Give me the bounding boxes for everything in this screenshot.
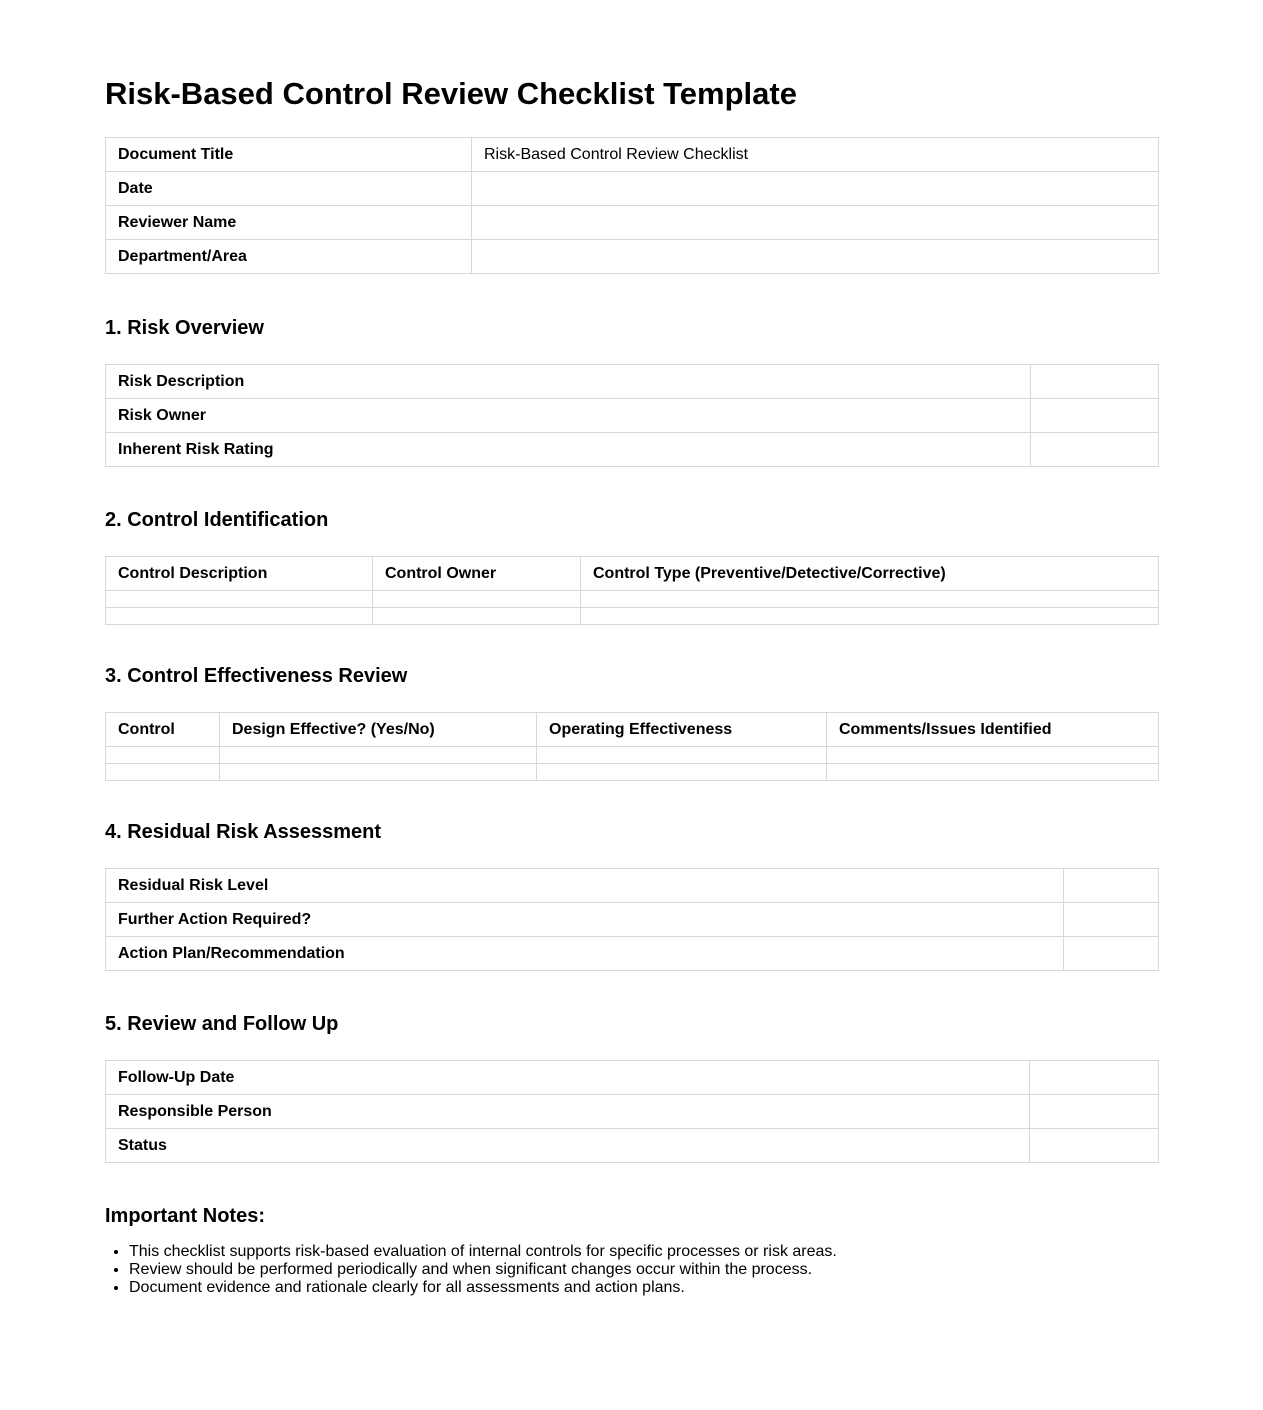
section-heading-review-follow-up: 5. Review and Follow Up [105,1013,339,1035]
table-row [106,433,1159,467]
table-header-row [106,557,1159,591]
column-header: Control [106,713,220,747]
row-label: Inherent Risk Rating [106,433,1031,467]
table-row [106,365,1159,399]
column-header: Control Type (Preventive/Detective/Corrective) [581,557,1159,591]
table-cell[interactable] [220,764,537,781]
table-cell[interactable] [106,764,220,781]
row-label: Follow-Up Date [106,1061,1030,1095]
notes-heading: Important Notes: [105,1205,265,1227]
notes-list [105,1243,1158,1297]
table-cell[interactable] [827,764,1159,781]
info-row-reviewer-name [106,206,1159,240]
table-row [106,747,1159,764]
table-row [106,1095,1159,1129]
row-label: Responsible Person [106,1095,1030,1129]
value-field[interactable] [1064,937,1159,971]
table-cell[interactable] [373,591,581,608]
value-field[interactable] [1031,365,1159,399]
table-row [106,399,1159,433]
info-value-field[interactable] [472,206,1159,240]
table-cell[interactable] [581,608,1159,625]
value-field[interactable] [1030,1061,1159,1095]
table-row [106,608,1159,625]
info-label: Department/Area [106,240,472,274]
row-label: Status [106,1129,1030,1163]
table-cell[interactable] [106,747,220,764]
table-row [106,591,1159,608]
review-follow-up-table [105,1060,1158,1163]
value-field[interactable] [1031,399,1159,433]
info-row-date [106,172,1159,206]
info-label: Reviewer Name [106,206,472,240]
risk-overview-table [105,364,1158,467]
table-row [106,1129,1159,1163]
list-item: • Document evidence and rationale clearly for all assessments and action plans. [129,1279,1158,1297]
value-field[interactable] [1030,1129,1159,1163]
row-label: Action Plan/Recommendation [106,937,1064,971]
value-field[interactable] [1064,869,1159,903]
table-row [106,869,1159,903]
info-row-department [106,240,1159,274]
value-field[interactable] [1031,433,1159,467]
table-row [106,1061,1159,1095]
section-heading-residual-risk: 4. Residual Risk Assessment [105,821,382,843]
page-title: Risk-Based Control Review Checklist Template [105,76,797,111]
table-row [106,903,1159,937]
list-item: • Review should be performed periodically and when significant changes occur within the process. [129,1261,1158,1279]
control-effectiveness-table [105,712,1158,781]
section-heading-control-effectiveness: 3. Control Effectiveness Review [105,665,408,687]
value-field[interactable] [1030,1095,1159,1129]
row-label: Risk Owner [106,399,1031,433]
section-heading-control-identification: 2. Control Identification [105,509,329,531]
table-cell[interactable] [106,608,373,625]
section-heading-risk-overview: 1. Risk Overview [105,317,264,339]
info-label: Date [106,172,472,206]
column-header: Control Description [106,557,373,591]
table-row [106,937,1159,971]
document-info-table [105,137,1158,274]
list-item: • This checklist supports risk-based evaluation of internal controls for specific processes or risk areas. [129,1243,1158,1261]
info-value-field[interactable]: Risk-Based Control Review Checklist [472,138,1159,172]
table-cell[interactable] [537,764,827,781]
info-row-document-title [106,138,1159,172]
table-cell[interactable] [537,747,827,764]
table-row [106,764,1159,781]
info-value-field[interactable] [472,240,1159,274]
table-cell[interactable] [373,608,581,625]
table-cell[interactable] [220,747,537,764]
table-cell[interactable] [827,747,1159,764]
row-label: Risk Description [106,365,1031,399]
table-cell[interactable] [581,591,1159,608]
residual-risk-table [105,868,1158,971]
info-value-field[interactable] [472,172,1159,206]
column-header: Comments/Issues Identified [827,713,1159,747]
row-label: Residual Risk Level [106,869,1064,903]
notes-list-container [105,1243,1158,1297]
value-field[interactable] [1064,903,1159,937]
column-header: Control Owner [373,557,581,591]
table-cell[interactable] [106,591,373,608]
column-header: Design Effective? (Yes/No) [220,713,537,747]
row-label: Further Action Required? [106,903,1064,937]
info-label: Document Title [106,138,472,172]
table-header-row [106,713,1159,747]
column-header: Operating Effectiveness [537,713,827,747]
control-identification-table [105,556,1158,625]
